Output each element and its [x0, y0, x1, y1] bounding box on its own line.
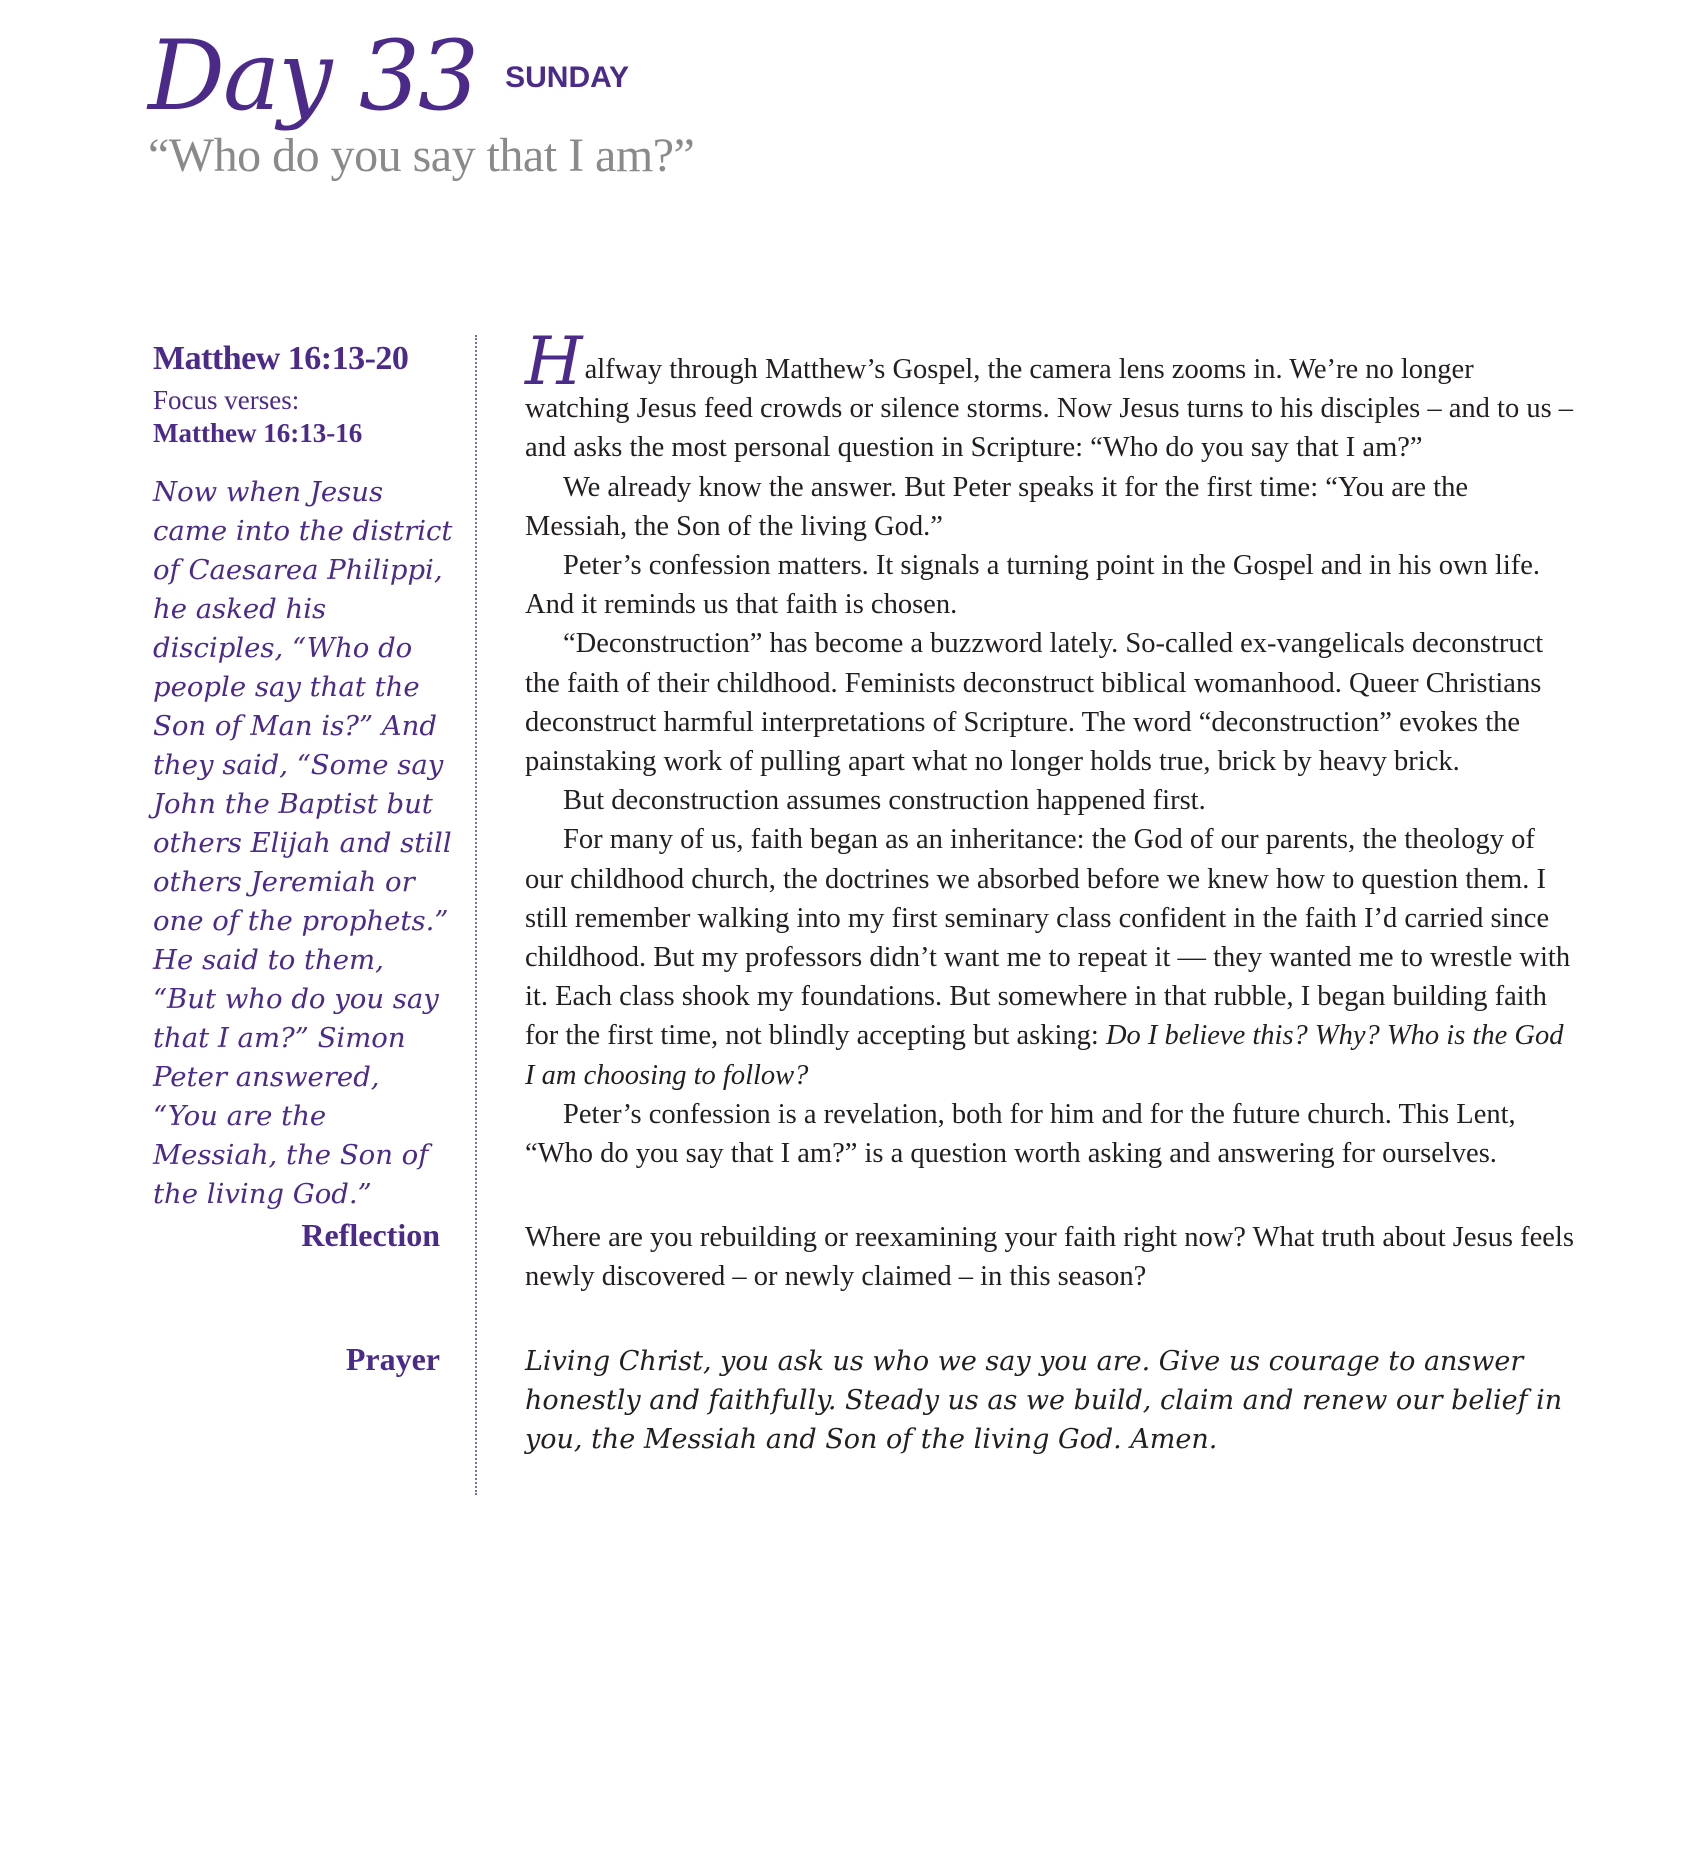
day-number: Day 33 [148, 20, 478, 132]
body-paragraph: But deconstruction assumes construction happened first. [563, 785, 1206, 817]
body-paragraph: Peter’s confession is a revelation, both for him and for the future church. This Lent, “Who do you say that I am?” is a question worth asking and answering for ourselves. [525, 1098, 1516, 1170]
body-paragraph: Peter’s confession matters. It signals a turning point in the Gospel and in his own life. And it reminds us that faith is chosen. [525, 550, 1541, 621]
prayer-label: Prayer [345, 1341, 440, 1377]
column-divider [475, 335, 477, 1495]
weekday-label: SUNDAY [505, 61, 630, 94]
focus-verses-label: Focus verses: [153, 385, 300, 415]
body-paragraph [525, 820, 1575, 1094]
scripture-passage: Now when Jesus came into the district of Caesarea Philippi, he asked his disciples, “Who do people say that the Son of Man is?” And they said, “Some say John the Baptist but others Elijah and still others Jeremiah or one of the prophets.” He said to them, “But who do you say that I am?” Simon Peter answered, “You are the Messiah, the Son of the living God.” [153, 476, 453, 1211]
devotional-body [525, 323, 1575, 1173]
paragraph-text: For many of us, faith began as an inheritance: the God of our parents, the theology of our childhood church, the doctrines we absorbed before we knew how to question them. I still remember walking into my first seminary class confident in the faith I’d carried since childhood. But my professors didn’t want me to repeat it — they wanted me to wrestle with it. Each class shook my foundations. But somewhere in that rubble, I began building faith for the first time, not blindly accepting but asking: [525, 824, 1571, 1052]
reflection-label: Reflection [301, 1217, 440, 1253]
page-header [148, 20, 695, 183]
body-paragraph [525, 323, 1575, 468]
reflection-text: Where are you rebuilding or reexamining your faith right now? What truth about Jesus feels newly discovered – or newly claimed – in this season? [525, 1222, 1574, 1293]
drop-cap: H [525, 323, 583, 400]
day-heading [148, 20, 694, 132]
body-paragraph: We already know the answer. But Peter speaks it for the first time: “You are the Messiah, the Son of the living God.” [525, 471, 1468, 542]
paragraph-text: alfway through Matthew’s Gospel, the camera lens zooms in. We’re no longer watching Jesus feed crowds or silence storms. Now Jesus turns to his disciples – and to us – and asks the most personal question in Scripture: “Who do you say that I am?” [525, 354, 1574, 464]
focus-verses-reference: Matthew 16:13-16 [153, 418, 363, 449]
page-subtitle: “Who do you say that I am?” [148, 129, 695, 182]
scripture-reference: Matthew 16:13-20 [153, 340, 409, 377]
prayer-text: Living Christ, you ask us who we say you are. Give us courage to answer honestly and faithfully. Steady us as we build, claim and renew our belief in you, the Messiah and Son of the living God. Amen. [525, 1346, 1563, 1456]
italic-question: Do I believe this? Why? Who is the God I am choosing to follow? [525, 1020, 1564, 1091]
scripture-sidebar [153, 340, 453, 1214]
body-paragraph: “Deconstruction” has become a buzzword lately. So-called ex-vangelicals deconstruct the faith of their childhood. Feminists deconstruct biblical womanhood. Queer Christians deconstruct harmful interpretations of Scripture. The word “deconstruction” evokes the painstaking work of pulling apart what no longer holds true, brick by heavy brick. [525, 628, 1544, 778]
